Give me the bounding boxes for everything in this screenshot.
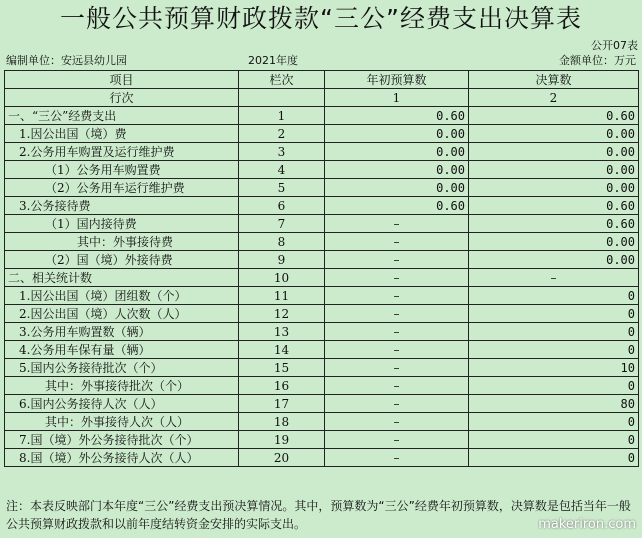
- row-final: 0: [469, 449, 639, 467]
- row-item: （1）公务用车购置费: [5, 161, 239, 179]
- header-row: [5, 71, 639, 89]
- row-budget: 0.60: [325, 197, 469, 215]
- row-col: 16: [239, 377, 325, 395]
- table-row: [5, 143, 639, 161]
- row-item: （2）公务用车运行维护费: [5, 179, 239, 197]
- table-row: [5, 305, 639, 323]
- index-col-empty: [239, 89, 325, 107]
- watermark: makeriron.com: [538, 517, 636, 532]
- row-final: 0.60: [469, 197, 639, 215]
- row-col: 11: [239, 287, 325, 305]
- row-final: –: [469, 269, 639, 287]
- row-budget: –: [325, 341, 469, 359]
- table-row: [5, 431, 639, 449]
- header-col: 栏次: [239, 71, 325, 89]
- row-final: 0.60: [469, 107, 639, 125]
- row-budget: –: [325, 305, 469, 323]
- row-final: 0.00: [469, 179, 639, 197]
- row-item: 5.国内公务接待批次（个）: [5, 359, 239, 377]
- row-final: 0.60: [469, 215, 639, 233]
- row-budget: –: [325, 251, 469, 269]
- table-row: [5, 359, 639, 377]
- row-col: 13: [239, 323, 325, 341]
- row-item: 1.因公出国（境）费: [5, 125, 239, 143]
- row-final: 0: [469, 323, 639, 341]
- row-item: 4.公务用车保有量（辆）: [5, 341, 239, 359]
- row-budget: 0.60: [325, 107, 469, 125]
- table-row: [5, 287, 639, 305]
- row-col: 8: [239, 233, 325, 251]
- table-row: [5, 125, 639, 143]
- row-final: 0: [469, 377, 639, 395]
- table-row: [5, 107, 639, 125]
- row-col: 6: [239, 197, 325, 215]
- row-item: （2）国（境）外接待费: [5, 251, 239, 269]
- row-item: 2.公务用车购置及运行维护费: [5, 143, 239, 161]
- row-col: 5: [239, 179, 325, 197]
- row-col: 3: [239, 143, 325, 161]
- table-row: [5, 395, 639, 413]
- row-budget: 0.00: [325, 179, 469, 197]
- row-budget: –: [325, 215, 469, 233]
- index-budget: 1: [325, 89, 469, 107]
- row-col: 1: [239, 107, 325, 125]
- index-final: 2: [469, 89, 639, 107]
- header-final: 决算数: [469, 71, 639, 89]
- row-budget: –: [325, 431, 469, 449]
- table-row: [5, 215, 639, 233]
- row-item: 一、“三公”经费支出: [5, 107, 239, 125]
- row-final: 0: [469, 341, 639, 359]
- row-final: 0: [469, 287, 639, 305]
- row-col: 9: [239, 251, 325, 269]
- table-row: [5, 197, 639, 215]
- row-col: 12: [239, 305, 325, 323]
- row-col: 4: [239, 161, 325, 179]
- row-budget: –: [325, 359, 469, 377]
- amount-unit: 金额单位：万元: [559, 54, 636, 67]
- table-row: [5, 413, 639, 431]
- row-budget: –: [325, 449, 469, 467]
- row-final: 10: [469, 359, 639, 377]
- row-budget: –: [325, 287, 469, 305]
- compiling-unit: 编制单位：安远县幼儿园: [6, 54, 127, 67]
- row-col: 7: [239, 215, 325, 233]
- row-item: 其中：外事接待费: [5, 233, 239, 251]
- row-col: 20: [239, 449, 325, 467]
- row-budget: –: [325, 269, 469, 287]
- row-item: 二、相关统计数: [5, 269, 239, 287]
- row-col: 18: [239, 413, 325, 431]
- row-budget: –: [325, 377, 469, 395]
- index-row: [5, 89, 639, 107]
- header-item: 项目: [5, 71, 239, 89]
- row-final: 0.00: [469, 125, 639, 143]
- row-budget: 0.00: [325, 161, 469, 179]
- row-budget: 0.00: [325, 143, 469, 161]
- row-budget: –: [325, 233, 469, 251]
- row-item: 3.公务接待费: [5, 197, 239, 215]
- row-final: 0.00: [469, 251, 639, 269]
- row-final: 0.00: [469, 233, 639, 251]
- row-budget: –: [325, 323, 469, 341]
- row-final: 0: [469, 413, 639, 431]
- form-number: 公开07表: [591, 39, 638, 52]
- table-row: [5, 233, 639, 251]
- row-col: 19: [239, 431, 325, 449]
- table-row: [5, 269, 639, 287]
- row-col: 2: [239, 125, 325, 143]
- table-row: [5, 449, 639, 467]
- row-final: 0.00: [469, 161, 639, 179]
- table-row: [5, 179, 639, 197]
- row-item: 7.国（境）外公务接待批次（个）: [5, 431, 239, 449]
- row-item: 6.国内公务接待人次（人）: [5, 395, 239, 413]
- fiscal-year: 2021年度: [248, 54, 298, 67]
- row-col: 14: [239, 341, 325, 359]
- row-item: 其中：外事接待批次（个）: [5, 377, 239, 395]
- index-label: 行次: [5, 89, 239, 107]
- row-col: 15: [239, 359, 325, 377]
- row-col: 17: [239, 395, 325, 413]
- row-final: 80: [469, 395, 639, 413]
- row-budget: 0.00: [325, 125, 469, 143]
- table-row: [5, 341, 639, 359]
- table-row: [5, 161, 639, 179]
- row-item: 2.因公出国（境）人次数（人）: [5, 305, 239, 323]
- expenditure-table: [4, 70, 639, 467]
- header-budget: 年初预算数: [325, 71, 469, 89]
- row-item: 其中：外事接待人次（人）: [5, 413, 239, 431]
- page-title: 一般公共预算财政拨款“三公”经费支出决算表: [60, 4, 582, 33]
- table-row: [5, 323, 639, 341]
- row-final: 0: [469, 305, 639, 323]
- row-budget: –: [325, 395, 469, 413]
- table-row: [5, 251, 639, 269]
- row-final: 0: [469, 431, 639, 449]
- footnote: 注：本表反映部门本年度“三公”经费支出预决算情况。其中，预算数为“三公”经费年初预算数，决算数是包括当年一般公共预算财政拨款和以前年度结转资金安排的实际支出。: [6, 499, 631, 531]
- row-budget: –: [325, 413, 469, 431]
- row-col: 10: [239, 269, 325, 287]
- row-item: 1.因公出国（境）团组数（个）: [5, 287, 239, 305]
- row-final: 0.00: [469, 143, 639, 161]
- row-item: 3.公务用车购置数（辆）: [5, 323, 239, 341]
- row-item: 8.国（境）外公务接待人次（人）: [5, 449, 239, 467]
- table-row: [5, 377, 639, 395]
- row-item: （1）国内接待费: [5, 215, 239, 233]
